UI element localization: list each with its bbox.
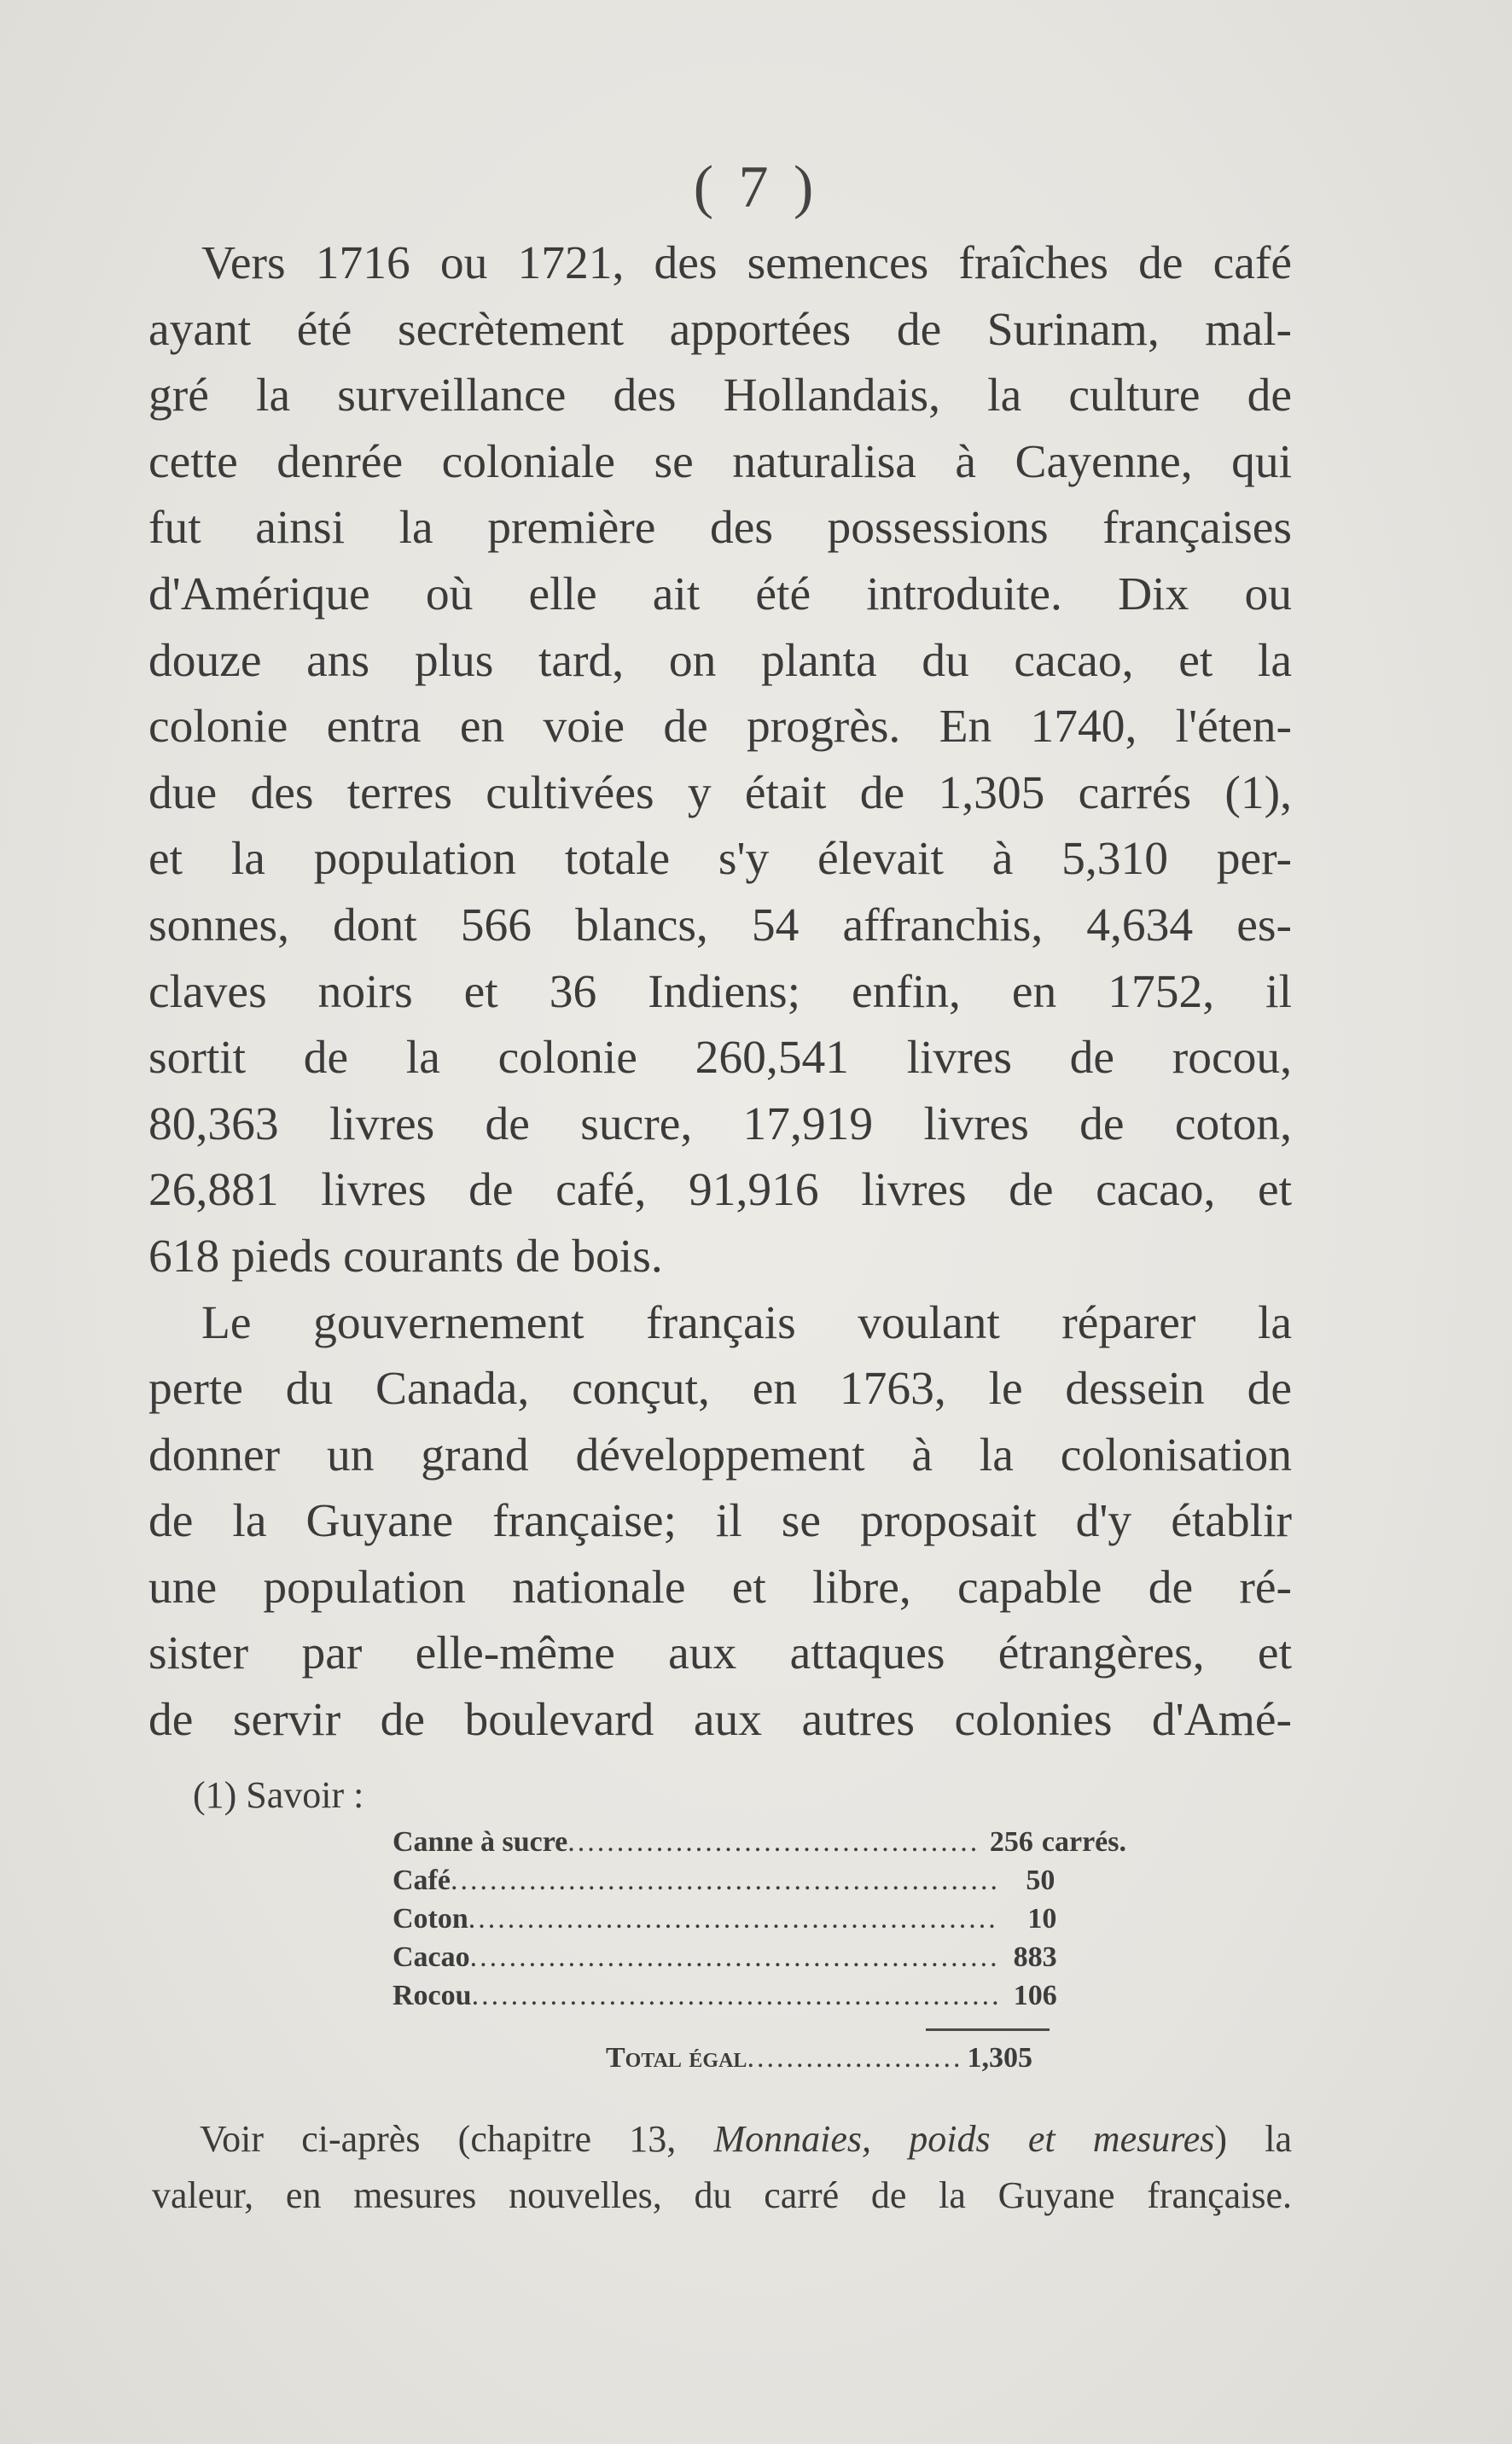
footnote-total [606,2042,1032,2074]
text-line: une population nationale et libre, capable de ré- [148,1561,1292,1614]
text-line: due des terres cultivées y était de 1,305 carrés (1), [148,766,1292,819]
footnote-row [393,1826,1126,1865]
dot-leader [468,1903,1000,1935]
dot-leader [567,1826,981,1859]
text-line: de servir de boulevard aux autres colonies d'Amé- [148,1694,1292,1747]
text-line: 80,363 livres de sucre, 17,919 livres de coton, [148,1097,1292,1150]
footnote-row [393,1941,1126,1980]
footnote-note [152,2111,1292,2224]
total-value: 1,305 [967,2042,1032,2074]
footnote-row [393,1865,1126,1903]
text-line: douze ans plus tard, on planta du cacao, et la [148,634,1292,687]
footnote-row-label: Cacao [393,1941,470,1973]
dot-leader [451,1865,997,1897]
dot-leader [472,1980,1001,2012]
page-number: ( 7 ) [693,154,819,220]
text-line: Le gouvernement français voulant réparer la [201,1296,1292,1349]
total-label: Total égal [606,2042,747,2074]
footnote-note-line [152,2111,1292,2168]
footnote-row-value: 883 [1013,1941,1057,1973]
note-text: Voir ci-après (chapitre 13, [200,2118,714,2160]
text-line: sonnes, dont 566 blancs, 54 affranchis, 4,634 es- [148,899,1292,951]
footnote-row-value: 106 [1013,1980,1057,2011]
text-line: fut ainsi la première des possessions françaises [148,502,1292,555]
text-line: et la population totale s'y élevait à 5,310 per- [148,833,1292,886]
text-line: sister par elle-même aux attaques étrangères, et [148,1627,1292,1680]
note-text: ) la [1214,2118,1293,2160]
text-line: Vers 1716 ou 1721, des semences fraîches de café [201,237,1292,289]
text-line: 26,881 livres de café, 91,916 livres de cacao, et [148,1164,1292,1217]
footnote-row-label: Canne à sucre [393,1826,568,1858]
body-text [148,230,1292,1754]
footnote-row-unit: carrés. [1041,1826,1126,1858]
text-line: colonie entra en voie de progrès. En 1740, l'éten- [148,701,1292,754]
footnote-note-line: valeur, en mesures nouvelles, du carré de la Guyane française. [152,2174,1292,2216]
text-line: de la Guyane française; il se proposait d'y établir [148,1495,1292,1548]
footnote-row-value: 10 [1027,1903,1057,1935]
text-line: perte du Canada, conçut, en 1763, le dessein de [148,1363,1292,1416]
text-line: sortit de la colonie 260,541 livres de rocou, [148,1032,1292,1085]
text-line: gré la surveillance des Hollandais, la culture de [148,370,1292,422]
text-line: donner un grand développement à la colonisation [148,1429,1292,1481]
footnote-row-value: 256 [989,1826,1033,1858]
footnote-row-value: 50 [1026,1865,1055,1896]
sum-rule [926,2028,1050,2031]
text-line: claves noirs et 36 Indiens; enfin, en 1752, il [148,965,1292,1018]
footnote-row-label: Coton [393,1903,468,1935]
footnote-row-label: Café [393,1865,451,1896]
text-line: cette denrée coloniale se naturalisa à Cayenne, qui [148,435,1292,488]
dot-leader [747,2042,960,2074]
footnote-row [393,1903,1126,1941]
footnote-intro: (1) Savoir : [193,1774,364,1816]
footnote-table [393,1826,1126,2018]
text-line: ayant été secrètement apportées de Surinam, mal- [148,303,1292,356]
footnote-row-label: Rocou [393,1980,472,2011]
footnote-row [393,1980,1126,2018]
dot-leader [470,1941,1001,1974]
note-italic-title: Monnaies, poids et mesures [713,2118,1215,2160]
text-line: 618 pieds courants de bois. [148,1230,663,1283]
text-line: d'Amérique où elle ait été introduite. Dix ou [148,567,1292,620]
